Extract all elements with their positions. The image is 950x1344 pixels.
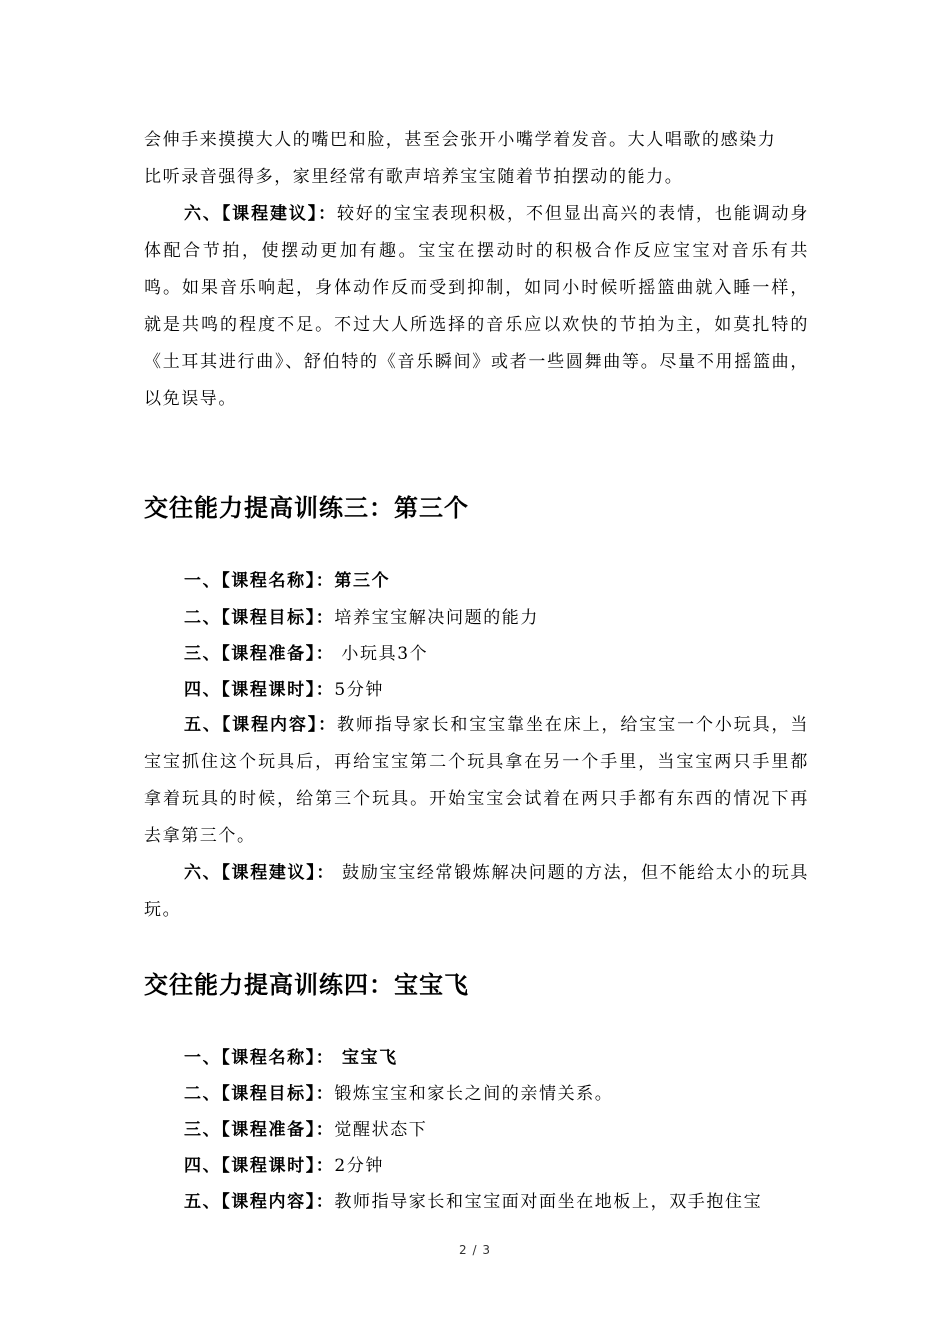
suggestion-label: 六、【课程建议】： (184, 204, 338, 224)
s3-course-time (184, 672, 809, 709)
s4-time-label: 四、【课程课时】： (184, 1156, 335, 1176)
s4-name-label: 一、【课程名称】： (184, 1048, 335, 1068)
section-3-title: 交往能力提高训练三：第三个 (144, 494, 469, 522)
s3-time-label: 四、【课程课时】： (184, 680, 335, 700)
s3-prep-value: 小玩具3个 (334, 644, 429, 664)
s3-goal-label: 二、【课程目标】： (184, 608, 335, 628)
intro-line-1: 会伸手来摸摸大人的嘴巴和脸，甚至会张开小嘴学着发音。大人唱歌的感染力 (144, 130, 777, 150)
suggestion-text: 较好的宝宝表现积极，不但显出高兴的表情，也能调动身体配合节拍，使摆动更加有趣。宝宝在摆动时的积极合作反应宝宝对音乐有共鸣。如果音乐响起，身体动作反而受到抑制，如同小时候听摇篮曲就入睡一样，就是共鸣的程度不足。不过大人所选择的音乐应以欢快的节拍为主，如莫扎特的《土耳其进行曲》、舒伯特的《音乐瞬间》或者一些圆舞曲等。尽量不用摇篮曲，以免误导。 (144, 204, 810, 409)
s4-course-time (184, 1148, 809, 1185)
s3-course-goal (184, 600, 809, 637)
s4-name-value: 宝宝飞 (334, 1048, 398, 1068)
s4-prep-value: 觉醒状态下 (334, 1120, 428, 1140)
s3-advice-value: 鼓励宝宝经常锻炼解决问题的方法，但不能给太小的玩具玩。 (144, 863, 809, 920)
s3-course-advice (144, 855, 809, 929)
s4-prep-label: 三、【课程准备】： (184, 1120, 335, 1140)
s4-time-value: 2分钟 (334, 1156, 385, 1176)
s4-course-goal (184, 1076, 809, 1113)
s3-goal-value: 培养宝宝解决问题的能力 (334, 608, 540, 628)
s3-name-value: 第三个 (334, 571, 391, 591)
s3-advice-label: 六、【课程建议】： (184, 863, 336, 883)
s3-time-value: 5分钟 (334, 680, 385, 700)
intro-line-2: 比听录音强得多，家里经常有歌声培养宝宝随着节拍摆动的能力。 (144, 167, 684, 187)
s3-name-label: 一、【课程名称】： (184, 571, 335, 591)
s3-content-label: 五、【课程内容】： (184, 715, 338, 735)
s4-goal-value: 锻炼宝宝和家长之间的亲情关系。 (334, 1084, 614, 1104)
s4-content-value: 教师指导家长和宝宝面对面坐在地板上，双手抱住宝 (334, 1192, 763, 1212)
s3-prep-label: 三、【课程准备】： (184, 644, 335, 664)
s3-course-prep (184, 636, 809, 673)
page-number: 2 / 3 (459, 1243, 491, 1257)
s4-course-prep (184, 1112, 809, 1149)
section-4-title: 交往能力提高训练四：宝宝飞 (144, 971, 469, 999)
s4-course-content (184, 1184, 809, 1221)
s4-content-label: 五、【课程内容】： (184, 1192, 335, 1212)
suggestion-paragraph (144, 196, 809, 418)
s3-content-value: 教师指导家长和宝宝靠坐在床上，给宝宝一个小玩具，当宝宝抓住这个玩具后，再给宝宝第二个玩具拿在另一个手里，当宝宝两只手里都拿着玩具的时候，给第三个玩具。开始宝宝会试着在两只手都有东西的情况下再去拿第三个。 (144, 715, 810, 846)
s4-goal-label: 二、【课程目标】： (184, 1084, 335, 1104)
intro-paragraph (144, 122, 809, 196)
s4-course-name (184, 1040, 809, 1077)
s3-course-name (184, 563, 809, 600)
s3-course-content (144, 707, 809, 855)
